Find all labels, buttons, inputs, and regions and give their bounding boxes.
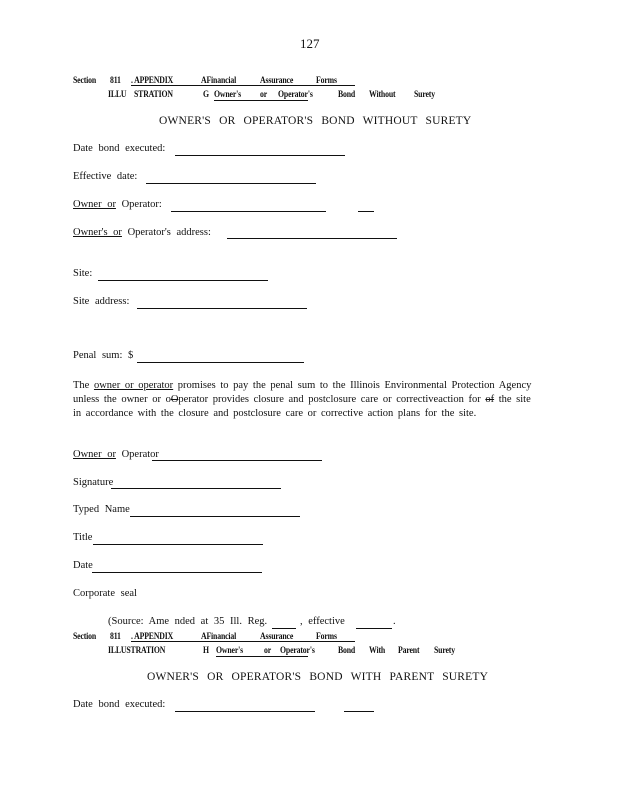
para-part: The — [73, 380, 94, 391]
date-line[interactable] — [92, 572, 262, 573]
operator-text: Operator — [121, 449, 159, 460]
site-address-line[interactable] — [137, 308, 307, 309]
or-word: or — [260, 90, 268, 100]
assurance-word: Assurance — [260, 76, 294, 86]
owner-operator-label — [73, 199, 162, 210]
header-underline — [131, 85, 355, 86]
section-word: Section — [73, 632, 97, 642]
date-bond-executed-label-2: Date bond executed: — [73, 699, 166, 710]
typed-name-label: Typed Name — [73, 504, 130, 515]
or-word: or — [264, 646, 272, 656]
effective-date-label: Effective date: — [73, 171, 138, 182]
illustration-word: ILLUSTRATION — [108, 646, 166, 656]
penal-sum-label: Penal sum: $ — [73, 350, 134, 361]
date-bond-executed-line-2[interactable] — [175, 711, 315, 712]
date-label: Date — [73, 560, 93, 571]
source-note-part-2: , effective — [300, 616, 345, 627]
appendix-label: . APPENDIX — [131, 632, 174, 642]
para-strike-of: of — [485, 394, 495, 405]
site-line[interactable] — [98, 280, 268, 281]
penal-sum-line[interactable] — [137, 362, 304, 363]
owner-operator-signature-line[interactable] — [152, 460, 322, 461]
date-bond-executed-label: Date bond executed: — [73, 143, 166, 154]
appendix-letter-financial: AFinancial — [201, 632, 237, 642]
illustration-part-1: ILLU — [108, 90, 127, 100]
operators-word: Operator's — [278, 90, 313, 100]
source-effective-line — [356, 628, 392, 629]
illustration-letter: H — [203, 646, 209, 656]
page-number: 127 — [300, 36, 320, 51]
source-note-part-3: . — [393, 616, 396, 627]
para-part: perator provides closure and postclosure care or correctiveaction for — [178, 394, 486, 405]
date-bond-executed-line[interactable] — [175, 155, 345, 156]
date-bond-executed-short-line-2 — [344, 711, 374, 712]
surety-word: Surety — [414, 90, 435, 100]
site-label: Site: — [73, 268, 93, 279]
bond-word: Bond — [338, 90, 356, 100]
appendix-label: . APPENDIX — [131, 76, 174, 86]
assurance-word: Assurance — [260, 632, 294, 642]
owners-or-text: Owner's or — [73, 227, 122, 238]
bond-word: Bond — [338, 646, 356, 656]
source-note-part-1: (Source: Ame nded at 35 Ill. Reg. — [108, 616, 268, 627]
owners-word: Owner's — [216, 646, 243, 656]
signature-label: Signature — [73, 477, 114, 488]
operator-text: Operator: — [121, 199, 162, 210]
bond-terms-paragraph — [73, 379, 543, 421]
owner-address-label — [73, 227, 211, 238]
corporate-seal-label: Corporate seal — [73, 588, 137, 599]
surety-word: Surety — [434, 646, 455, 656]
section-word: Section — [73, 76, 97, 86]
signature-line[interactable] — [111, 488, 281, 489]
forms-word: Forms — [316, 632, 337, 642]
owner-operator-signature-label — [73, 449, 159, 460]
header-underline — [216, 656, 308, 657]
source-reg-line — [272, 628, 296, 629]
form-title: OWNER'S OR OPERATOR'S BOND WITHOUT SURETY — [159, 115, 472, 127]
title-line[interactable] — [93, 544, 263, 545]
parent-word: Parent — [398, 646, 420, 656]
form-title-2: OWNER'S OR OPERATOR'S BOND WITH PARENT SURETY — [147, 671, 489, 683]
without-word: Without — [369, 90, 396, 100]
owners-word: Owner's — [214, 90, 241, 100]
header-underline — [214, 100, 308, 101]
forms-word: Forms — [316, 76, 337, 86]
title-label: Title — [73, 532, 93, 543]
effective-date-line[interactable] — [146, 183, 316, 184]
illustration-letter: G — [203, 90, 209, 100]
site-address-label: Site address: — [73, 296, 130, 307]
owner-operator-line[interactable] — [171, 211, 326, 212]
para-part: the site in accordance with the closure and postclosure care or corrective action plans for the site. — [73, 394, 531, 419]
illustration-part-2: STRATION — [134, 90, 173, 100]
operators-word: Operator's — [280, 646, 315, 656]
section-number: 811 — [110, 76, 121, 86]
owner-or-text: Owner or — [73, 199, 116, 210]
owner-or-text: Owner or — [73, 449, 116, 460]
owner-operator-short-line — [358, 211, 374, 212]
header-underline — [131, 641, 355, 642]
typed-name-line[interactable] — [130, 516, 300, 517]
para-owner-operator: owner or operator — [93, 380, 174, 391]
section-number: 811 — [110, 632, 121, 642]
with-word: With — [369, 646, 386, 656]
para-part: promises to pay the penal sum to the Illinois Environmental Protection Agency unless the owner or o — [73, 380, 532, 405]
owner-address-line[interactable] — [227, 238, 397, 239]
operators-address-text: Operator's address: — [127, 227, 211, 238]
para-strike-o: O — [170, 394, 179, 405]
appendix-letter-financial: AFinancial — [201, 76, 237, 86]
